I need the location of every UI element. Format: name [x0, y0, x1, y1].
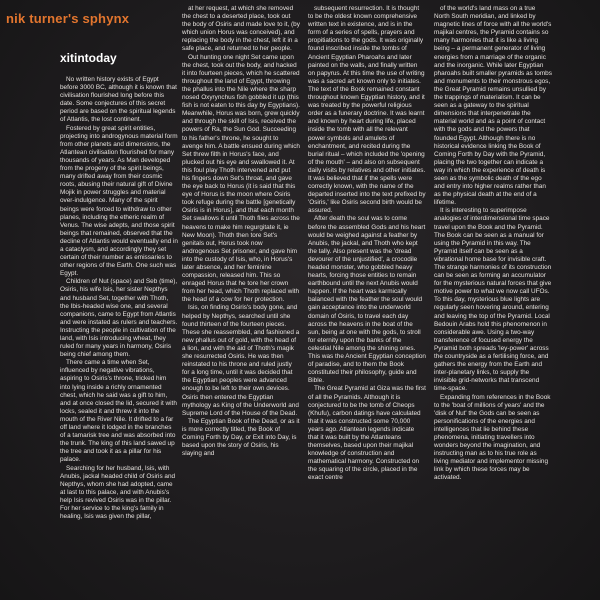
paragraph: Searching for her husband, Isis, with Anubis, jackal headed child of Osiris and Nepthys, whom she had adopted, came at last to this palace, and with Anubis's help Isis revived Osiris was in the pillar. For her service to the king's family in healing, Isis was given the pillar,: [60, 464, 176, 521]
paragraph: subsequent resurrection. It is thought to be the oldest known comprehensive written text in existence, and is in the form of a series of spells, prayers and propitiations to the gods. It was originally found inscribed inside the tombs of Ancient Egyptian Pharoahs and later painted on the walls, and finally written on papyrus. At this time the use of writing was a sacred art known only to initiates. The text of the Book remained constant throughout known Egyptian history, and it was treated by the powerful religious order as a funerary doctrine. It was learnt and known by heart during life, placed inside the tomb with all the relevant power symbols and amulets of enchantment, and recited during the burial ritual – which included the 'opening of the mouth' – and also on subsequent daily visits by relatives and other initiates. It was believed that if the spells were correctly known, with the name of the departed inserted into the text prefixed by 'Osiris,' like Osiris second birth would be assured.: [308, 5, 426, 215]
paragraph: The Great Pyramid at Giza was the first of all the Pyramids. Although it is conjectured to be the tomb of Cheops (Khufu), carbon datings have calculated that it was constructed some 70,000 years ago. Atlantean legends indicate that it was built by the Atlanteans themselves, based upon their majikal knowledge of construction and mathematical harmony. Constructed on the squaring of the circle, placed in the exact centre: [308, 385, 426, 482]
paragraph: Out hunting one night Set came upon the chest, took out the body, and hacked it into fourteen pieces, which he scattered throughout the land of Egypt, throwing the phallus into the Nile where the sharp nosed Oxyrynchus fish gobbled it up (this fish is not eaten to this day by Egyptians). Meanwhile, Horus was born, grew quickly and through the skill of Isis, received the powers of Ra, the Sun God. Succeeding to his father's throne, he sought to avenge him. A battle ensued during which Set threw filth in Horus's face, and plucked out his eye and swallowed it. At this foul play Thoth intervened and put his fingers down Set's throat, and gave the eye back to Horus (it is said that this eye of Horus is the moon where Osiris took refuge during the battle [genetically Osiris is in Horus], and that each month Set swallows it until Thoth flies across the heavens to make him regurgitate it, ie New Moon). Thoth then tore Set's genitals out, Horus took now androgenous Set prisoner, and gave him into the custody of Isis, who, in Horus's later absence, and her feminine compassion, released him. This so enraged Horus that he tore her crown from her head, which Thoth replaced with the head of a cow for her protection.: [182, 53, 300, 304]
paragraph: Expanding from references in the Book to the 'boat of millions of years' and the 'disk of Nut' the Gods can be seen as personifications of the energies and intelligences that lie behind these phenomena, initiating travellers into wonders beyond the imagination, and instructing man as to his true role as living mediator and implementor missing link by which these forces may be activated.: [434, 393, 551, 482]
paragraph: at her request, at which she removed the chest to a deserted place, took out the body of Osiris and made love to it, (by which union Horus was conceived), and replacing the body in the chest, left it in a safe place, and returned to her people.: [182, 5, 300, 53]
paragraph: No written history exists of Egypt before 3000 BC, although it is known that civilisation flourished long before this date. Some conjectures of this secret period are based on the spiritual legends of Atlantis, the lost continent.: [60, 76, 177, 124]
paragraph: Fostered by great spirit entities, projecting into androgynous material form from other planets and dimensions, the Atlantean civilisation flourished for many thousands of years. As Man developed from the progeny of the spirit beings, many drifted away from their cosmic roots, abusing their natural gift of Divine Mojik in power struggles and material over-indulgence. Many of the spirit beings were forced to withdraw to other planes, including the etheric realm of Venus. The wise adepts, and those spirit beings that remained, observed that the decline of Atlantis would eventually end in a cataclysm, and accordingly they set certain of their number as emissaries to other regions of the Earth. One such was Egypt.: [60, 124, 178, 278]
text-column-1: [60, 76, 178, 596]
paragraph: Children of Nut (space) and Seb (time), Osiris, his wife Isis, her sister Nepthys and husband Set, together with Thoth, the Ibis-headed wise one, and several companions, came to Egypt from Atlantis and were instated as rulers and teachers. Instructing the people in cultivation of the land, with Isis introducing wheat, they ruled for many years in harmony, Osiris being chief among them.: [60, 278, 178, 359]
text-column-2: [182, 5, 300, 600]
paragraph: It is interesting to superimpose analogies of interdimensional time space travel upon the Book and the Pyramid. The Book can be seen as a manual for using the Pyramid in this way. The Pyramid itself can be seen as a vibrational home base for invisible craft. The strange harmonies of its construction can be seen as forming an accumulator for the mysterious natural forces that give motive power to what we now call UFOs. To this day, mysterious blue lights are regularly seen hovering around, entering and leaving the top of the Pyramid. Local Bedouin Arabs hold this phenomenon in considerable awe. Using a two-way transference of focused energy the Pyramid both spreads 'ley-power' across the countryside as a fertilising force, and gathers the energy from the Earth and inter-planetary links, to supply the invisible grid-networks that transcend time-space.: [434, 207, 552, 393]
paragraph: of the world's land mass on a true North South meridian, and linked by magnetic lines of force with all the world's majikal centres, the Pyramid contains so many harmonies that it is like a living being – a permanent generator of living energies from a marriage of the organic and the inorganic. While later Egyptian pharoahs built smaller pyramids as tombs and monuments to their monstrous egos, the Great Pyramid remains unsullied by the trappings of materialism. It can be seen as a gateway to the spiritual dimensions that interpenetrate the material world and as a point of contact with the gods and the powers that founded Egypt. Although there is no historical evidence linking the Book of Coming Forth by Day with the Pyramid, placing the two together can indicate a way in which the experience of death is seen as the symbolic death of the ego and entry into higher realms rather than as the physical death at the end of a lifetime.: [434, 5, 552, 207]
paragraph: There came a time when Set, influenced by negative vibrations, aspiring to Osiris's throne, tricked him into lying inside a richly ornamented chest, which he said was a gift to him, and at once closed the lid, secured it with locks, sealed it and threw it into the mouth of the River Nile. It drifted to a far off land where it lodged in the branches of a tamarisk tree and was absorbed into the trunk. The king of this land sawed up the tree and took it as a pillar for his palace.: [60, 359, 177, 464]
text-column-4: [434, 5, 552, 600]
paragraph: After death the soul was to come before the assembled Gods and his heart would be weighed against a feather by Anubis, the jackal, and Thoth who kept the tally. Also present was the 'dread devourer of the unjustified', a crocodile headed monster, who gobbled heavy hearts, forcing those entities to remain earthbound until the next Anubis would happen. If the heart was karmically balanced with the feather the soul would gain acceptance into the underworld domain of Osiris, to travel each day across the heavens in the boat of the sun, being at one with the gods, to stroll for eternity upon the banks of the celestial Nile among the shining ones. This was the Ancient Egyptian conception of paradise, and to them the Book constituted their philosophy, guide and Bible.: [308, 215, 426, 385]
band-title: nik turner's sphynx: [6, 11, 130, 26]
text-column-3: [308, 5, 426, 600]
paragraph: Isis, on finding Osiris's body gone, and helped by Nepthys, searched until she found thirteen of the fourteen pieces. These she reassembled, and fashioned a new phallus out of gold, with the head of a lion, and with the aid of Thoth's magik she resurrected Osiris. He was then reinstated to his throne and ruled justly for a long time, until it was decided that the Egyptian peoples were advanced enough to be left to their own devices. Osiris then entered the Egyptian mythology as King of the Underworld and Supreme Lord of the House of the Dead.: [182, 304, 300, 417]
paragraph: The Egyptian Book of the Dead, or as it is more correctly titled, the Book of Coming Forth by Day, or Exit into Day, is based upon the story of Osiris, his slaying and: [182, 417, 300, 458]
article-title: xitintoday: [60, 51, 117, 65]
